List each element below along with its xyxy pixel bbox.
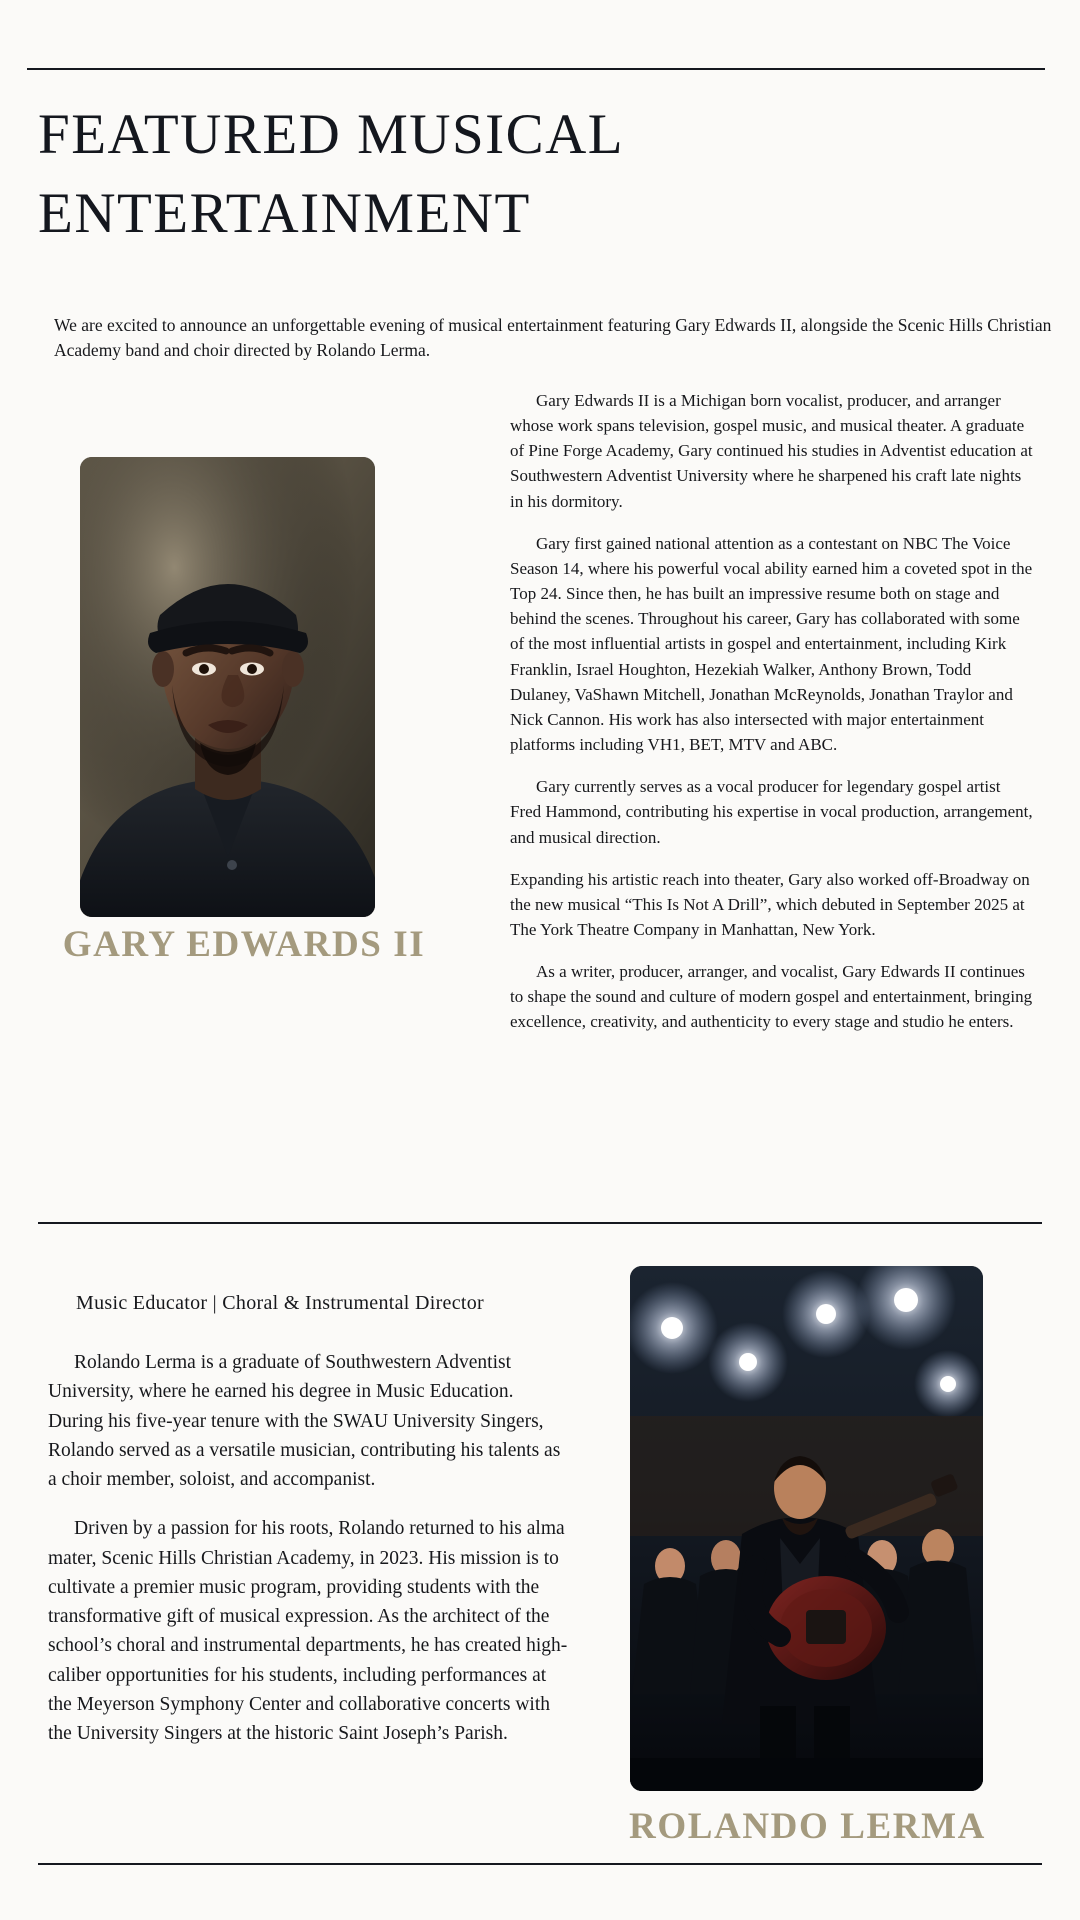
gary-paragraph-2: Gary first gained national attention as a contestant on NBC The Voice Season 14, where his powerful vocal ability earned him a coveted spot in the Top 24. Since then, he has built an impressive resume both on stage and behind the scenes. Throughout his career, Gary has collaborated with some of the most influential artists in gospel and entertainment, including Kirk Franklin, Israel Houghton, Hezekiah Walker, Anthony Brown, Todd Dulaney, VaShawn Mitchell, Jonathan McReynolds, Jonathan Traylor and Nick Cannon. His work has also intersected with major entertainment platforms including VH1, BET, MTV and ABC. bbox=[510, 533, 1033, 755]
rolando-lerma-subtitle: Music Educator | Choral & Instrumental Director bbox=[76, 1292, 484, 1314]
gary-paragraph-1: Gary Edwards II is a Michigan born vocalist, producer, and arranger whose work spans television, gospel music, and musical theater. A graduate of Pine Forge Academy, Gary continued his studies in Adventist education at Southwestern Adventist University where he sharpened his craft late nights in his dormitory. bbox=[510, 391, 1033, 511]
gary-paragraph-5: As a writer, producer, arranger, and vocalist, Gary Edwards II continues to shape the sound and culture of modern gospel and entertainment, bringing excellence, creativity, and authenticity to every stage and studio he enters. bbox=[510, 962, 1033, 1032]
page-title: FEATURED MUSICAL ENTERTAINMENT bbox=[38, 103, 623, 245]
gary-edwards-bio bbox=[510, 388, 1035, 1052]
top-divider bbox=[27, 68, 1045, 70]
rolando-lerma-name: ROLANDO LERMA bbox=[629, 1806, 986, 1847]
rolando-paragraph-2: Driven by a passion for his roots, Rolando returned to his alma mater, Scenic Hills Christian Academy, in 2023. His mission is to cultivate a premier music program, providing students with the transformative gift of musical expression. As the architect of the school’s choral and instrumental departments, he has created high-caliber opportunities for his students, including performances at the Meyerson Symphony Center and collaborative concerts with the University Singers at the historic Saint Joseph’s Parish. bbox=[48, 1518, 568, 1744]
rolando-lerma-photo bbox=[630, 1266, 983, 1791]
rolando-stage-illustration bbox=[630, 1266, 983, 1791]
gary-edwards-photo bbox=[80, 457, 375, 917]
intro-paragraph: We are excited to announce an unforgettable evening of musical entertainment featuring Gary Edwards II, alongside the Scenic Hills Christian Academy band and choir directed by Rolando Lerma. bbox=[54, 315, 1052, 360]
gary-edwards-name: GARY EDWARDS II bbox=[62, 924, 426, 965]
middle-divider bbox=[38, 1222, 1042, 1224]
gary-paragraph-3: Gary currently serves as a vocal producer for legendary gospel artist Fred Hammond, contributing his expertise in vocal production, arrangement, and musical direction. bbox=[510, 777, 1033, 847]
gary-paragraph-4: Expanding his artistic reach into theater, Gary also worked off-Broadway on the new musical “This Is Not A Drill”, which debuted in September 2025 at The York Theatre Company in Manhattan, New York. bbox=[510, 869, 1030, 939]
rolando-lerma-bio bbox=[48, 1348, 573, 1768]
bottom-divider bbox=[38, 1863, 1042, 1865]
rolando-paragraph-1: Rolando Lerma is a graduate of Southwestern Adventist University, where he earned his degree in Music Education. During his five-year tenure with the SWAU University Singers, Rolando served as a versatile musician, contributing his talents as a choir member, soloist, and accompanist. bbox=[48, 1352, 561, 1490]
gary-portrait-illustration bbox=[80, 457, 375, 917]
